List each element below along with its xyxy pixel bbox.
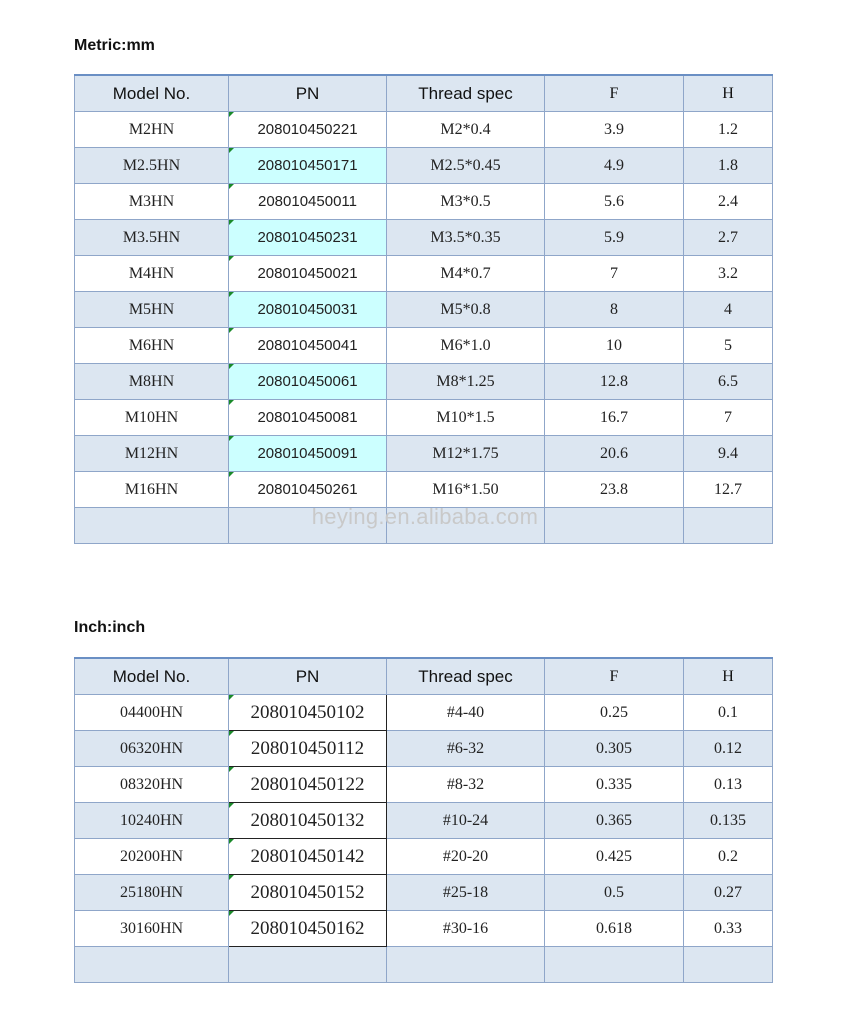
cell-f: 4.9 <box>545 148 684 184</box>
cell-model-no: M16HN <box>75 472 229 508</box>
cell-f: 20.6 <box>545 436 684 472</box>
cell-pn: 208010450162 <box>229 911 387 947</box>
cell-f: 16.7 <box>545 400 684 436</box>
cell-pn: 208010450231 <box>229 220 387 256</box>
cell-h: 7 <box>684 400 773 436</box>
cell-h: 2.4 <box>684 184 773 220</box>
cell-model-no: 20200HN <box>75 839 229 875</box>
cell-h: 1.2 <box>684 112 773 148</box>
cell-h: 0.135 <box>684 803 773 839</box>
cell-thread-spec: #6-32 <box>387 731 545 767</box>
cell-model-no: 06320HN <box>75 731 229 767</box>
table-row <box>75 839 773 875</box>
cell-thread-spec: #10-24 <box>387 803 545 839</box>
cell-model-no: M2.5HN <box>75 148 229 184</box>
cell-thread-spec: #20-20 <box>387 839 545 875</box>
cell-thread-spec: M2.5*0.45 <box>387 148 545 184</box>
cell-pn: 208010450122 <box>229 767 387 803</box>
cell-pn: 208010450102 <box>229 695 387 731</box>
cell-f: 7 <box>545 256 684 292</box>
table-row <box>75 364 773 400</box>
cell-h: 1.8 <box>684 148 773 184</box>
cell-f: 3.9 <box>545 112 684 148</box>
cell-model-no: M3.5HN <box>75 220 229 256</box>
blank-cell <box>684 508 773 544</box>
table-row <box>75 731 773 767</box>
cell-pn: 208010450081 <box>229 400 387 436</box>
cell-pn: 208010450171 <box>229 148 387 184</box>
blank-cell <box>229 508 387 544</box>
cell-h: 5 <box>684 328 773 364</box>
cell-f: 0.365 <box>545 803 684 839</box>
cell-model-no: M3HN <box>75 184 229 220</box>
header-f: F <box>545 658 684 695</box>
cell-model-no: M12HN <box>75 436 229 472</box>
blank-row <box>75 508 773 544</box>
cell-pn: 208010450152 <box>229 875 387 911</box>
watermark: heying.en.alibaba.com <box>311 504 539 529</box>
table-row <box>75 256 773 292</box>
cell-thread-spec: M5*0.8 <box>387 292 545 328</box>
cell-thread-spec: #8-32 <box>387 767 545 803</box>
cell-h: 0.1 <box>684 695 773 731</box>
cell-f: 23.8 <box>545 472 684 508</box>
cell-thread-spec: #25-18 <box>387 875 545 911</box>
cell-model-no: 10240HN <box>75 803 229 839</box>
table-row <box>75 875 773 911</box>
blank-cell <box>387 947 545 983</box>
cell-pn: 208010450112 <box>229 731 387 767</box>
cell-h: 0.13 <box>684 767 773 803</box>
table-row <box>75 184 773 220</box>
cell-h: 4 <box>684 292 773 328</box>
cell-f: 0.618 <box>545 911 684 947</box>
cell-model-no: M4HN <box>75 256 229 292</box>
cell-thread-spec: M6*1.0 <box>387 328 545 364</box>
cell-thread-spec: M8*1.25 <box>387 364 545 400</box>
cell-pn: 208010450142 <box>229 839 387 875</box>
cell-model-no: M10HN <box>75 400 229 436</box>
table-row <box>75 328 773 364</box>
cell-f: 0.25 <box>545 695 684 731</box>
metric-spec-table <box>74 74 773 544</box>
blank-cell <box>545 947 684 983</box>
cell-thread-spec: #30-16 <box>387 911 545 947</box>
cell-model-no: M6HN <box>75 328 229 364</box>
cell-model-no: M2HN <box>75 112 229 148</box>
table-row <box>75 292 773 328</box>
blank-cell <box>229 947 387 983</box>
cell-h: 3.2 <box>684 256 773 292</box>
cell-pn: 208010450011 <box>229 184 387 220</box>
header-model-no: Model No. <box>75 75 229 112</box>
table-header-row <box>75 658 773 695</box>
cell-pn: 208010450031 <box>229 292 387 328</box>
cell-pn: 208010450221 <box>229 112 387 148</box>
cell-h: 12.7 <box>684 472 773 508</box>
table-row <box>75 472 773 508</box>
metric-section-title: Metric:mm <box>74 37 155 54</box>
cell-thread-spec: M16*1.50 <box>387 472 545 508</box>
header-h: H <box>684 75 773 112</box>
cell-h: 0.33 <box>684 911 773 947</box>
cell-model-no: M5HN <box>75 292 229 328</box>
inch-section-title: Inch:inch <box>74 619 146 636</box>
table-header-row <box>75 75 773 112</box>
header-pn: PN <box>229 658 387 695</box>
header-thread-spec: Thread spec <box>387 658 545 695</box>
cell-model-no: 08320HN <box>75 767 229 803</box>
inch-spec-table <box>74 657 773 983</box>
cell-f: 5.6 <box>545 184 684 220</box>
cell-h: 0.27 <box>684 875 773 911</box>
cell-model-no: M8HN <box>75 364 229 400</box>
cell-pn: 208010450261 <box>229 472 387 508</box>
cell-f: 12.8 <box>545 364 684 400</box>
cell-h: 9.4 <box>684 436 773 472</box>
cell-h: 2.7 <box>684 220 773 256</box>
cell-thread-spec: M3*0.5 <box>387 184 545 220</box>
cell-pn: 208010450021 <box>229 256 387 292</box>
cell-thread-spec: M12*1.75 <box>387 436 545 472</box>
cell-thread-spec: M3.5*0.35 <box>387 220 545 256</box>
table-row <box>75 220 773 256</box>
cell-model-no: 04400HN <box>75 695 229 731</box>
blank-row <box>75 947 773 983</box>
cell-h: 0.12 <box>684 731 773 767</box>
table-row <box>75 695 773 731</box>
cell-thread-spec: M4*0.7 <box>387 256 545 292</box>
cell-pn: 208010450132 <box>229 803 387 839</box>
cell-f: 0.305 <box>545 731 684 767</box>
cell-thread-spec: #4-40 <box>387 695 545 731</box>
blank-cell <box>684 947 773 983</box>
cell-thread-spec: M2*0.4 <box>387 112 545 148</box>
table-row <box>75 436 773 472</box>
cell-f: 0.425 <box>545 839 684 875</box>
cell-f: 0.5 <box>545 875 684 911</box>
cell-f: 8 <box>545 292 684 328</box>
table-row <box>75 148 773 184</box>
cell-pn: 208010450091 <box>229 436 387 472</box>
table-row <box>75 400 773 436</box>
cell-thread-spec: M10*1.5 <box>387 400 545 436</box>
header-f: F <box>545 75 684 112</box>
table-row <box>75 803 773 839</box>
cell-model-no: 30160HN <box>75 911 229 947</box>
blank-cell <box>545 508 684 544</box>
table-row <box>75 911 773 947</box>
header-h: H <box>684 658 773 695</box>
header-thread-spec: Thread spec <box>387 75 545 112</box>
cell-f: 5.9 <box>545 220 684 256</box>
table-row <box>75 767 773 803</box>
blank-cell <box>75 508 229 544</box>
cell-h: 6.5 <box>684 364 773 400</box>
header-pn: PN <box>229 75 387 112</box>
cell-pn: 208010450061 <box>229 364 387 400</box>
cell-f: 10 <box>545 328 684 364</box>
cell-pn: 208010450041 <box>229 328 387 364</box>
table-row <box>75 112 773 148</box>
blank-cell <box>75 947 229 983</box>
blank-cell <box>387 508 545 544</box>
cell-f: 0.335 <box>545 767 684 803</box>
header-model-no: Model No. <box>75 658 229 695</box>
cell-h: 0.2 <box>684 839 773 875</box>
cell-model-no: 25180HN <box>75 875 229 911</box>
